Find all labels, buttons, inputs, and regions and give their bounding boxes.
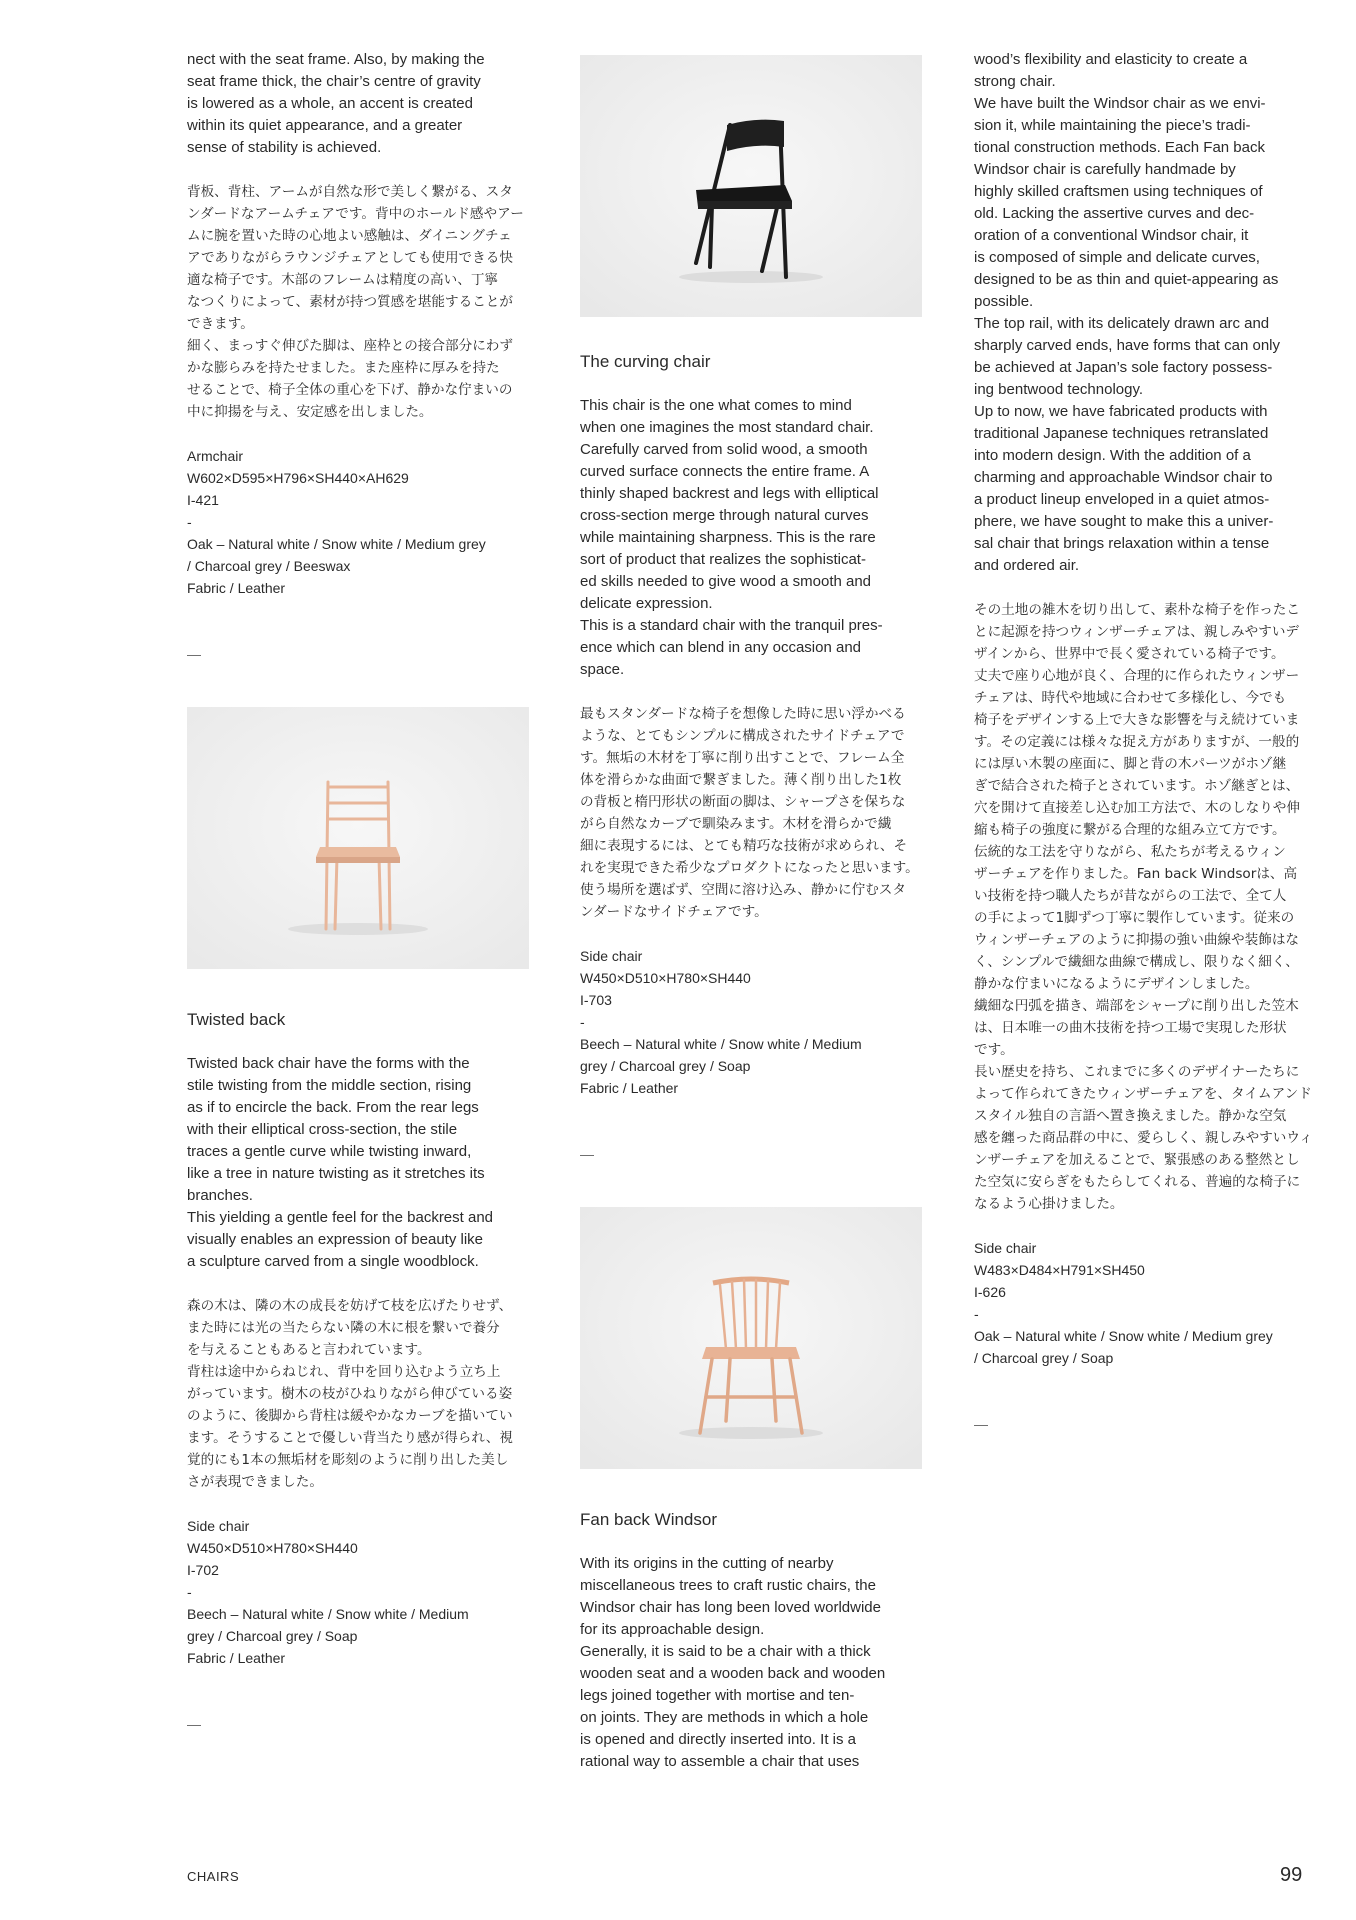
twisted-back-description-jp: 森の木は、隣の木の成長を妨げて枝を広げたりせず、 また時には光の当たらない隣の木に根を繋いで養分 を与えることもあると言われています。 背柱は途中からねじれ、背中を回り込むよう立ち上 がっています。樹木の枝がひねりながら伸びている姿 のように、後脚から背柱は緩やかなカーブを描いてい ます。そうすることで優しい背当たり感が得られ、視 覚的にも1本の無垢材を彫刻のように削り出した美し さが表現できました。 [187, 1298, 513, 1490]
twisted-back-chair-photo [187, 707, 529, 969]
fan-back-windsor-description-en-continued: wood’s flexibility and elasticity to create a strong chair. We have built the Windsor chair as we envi- sion it, while maintaining the piece’s tradi- tional construction methods. Each Fan back Windsor chair is carefully handmade by highly skilled craftsmen using techniques of old. Lacking the assertive curves and dec- oration of a conventional Windsor chair, it is composed of simple and delicate curves, designed to be as thin and quiet-appearing as possible. The top rail, with its delicately drawn arc and sharply carved ends, have forms that can only be achieved at Japan’s sole factory possess- ing bentwood technology. Up to now, we have fabricated products with traditional Japanese techniques retranslated into modern design. With the addition of a charming and approachable Windsor chair to a product lineup enveloped in a quiet atmos- phere, we have sought to make this a univer- sal chair that brings relaxation within a tense and ordered air. [974, 51, 1280, 574]
page-number: 99 [1280, 1864, 1303, 1886]
section-divider: — [187, 646, 201, 662]
section-divider: — [974, 1416, 988, 1432]
fan-back-windsor-illustration [580, 1207, 922, 1469]
armchair-description-en: nect with the seat frame. Also, by making the seat frame thick, the chair’s centre of gravity is lowered as a whole, an accent is created within its quiet appearance, and a greater sense of stability is achieved. [187, 51, 485, 156]
column-3 [974, 49, 1318, 1435]
curving-chair-description-en: This chair is the one what comes to mind when one imagines the most standard chair. Carefully carved from solid wood, a smooth curved surface connects the entire frame. A thinly shaped backrest and legs with elliptical cross-section merge through natural curves while maintaining sharpness. This is the rare sort of product that realizes the sophisticat- ed skills needed to give wood a smooth and delicate expression. This is a standard chair with the tranquil pres- ence which can blend in any occasion and space. [580, 397, 883, 678]
section-divider: — [580, 1146, 594, 1162]
twisted-back-title: Twisted back [187, 1010, 286, 1029]
section-divider: — [187, 1716, 201, 1732]
fan-back-windsor-description-jp: その土地の雑木を切り出して、素朴な椅子を作ったこ とに起源を持つウィンザーチェアは、親しみやすいデ ザインから、世界中で長く愛されている椅子です。 丈夫で座り心地が良く、合理的に作られたウィンザー チェアは、時代や地域に合わせて多様化し、今でも 椅子をデザインする上で大きな影響を与え続けていま す。その定義には様々な捉え方がありますが、一般的 には厚い木製の座面に、脚と背の木パーツがホゾ継 ぎで結合された椅子とされています。ホゾ継ぎとは、 穴を開けて直接差し込む加工方法で、木のしなりや伸 縮も椅子の強度に繋がる合理的な組み立て方です。 伝統的な工法を守りながら、私たちが考えるウィン ザーチェアを作りました。Fan back Windsorは、高 い技術を持つ職人たちが昔ながらの工法で、全て人 の手によって1脚ずつ丁寧に製作しています。従来の ウィンザーチェアのように抑揚の強い曲線や装飾はな く、シンプルで繊細な曲線で構成し、限りなく細く、 静かな佇まいになるようにデザインしました。 繊細な円弧を描き、端部をシャープに削り出した笠木 は、日本唯一の曲木技術を持つ工場で実現した形状 です。 長い歴史を持ち、これまでに多くのデザイナーたちに よって作られてきたウィンザーチェアを、タイムアンド スタイル独自の言語へ置き換えました。静かな空気 感を纏った商品群の中に、愛らしく、親しみやすいウィ ンザーチェアを加えることで、緊張感のある整然とし た空気に安らぎをもたらしてくれる、普遍的な椅子に なるよう心掛けました。 [974, 602, 1313, 1212]
armchair-description-jp: 背板、背柱、アームが自然な形で美しく繋がる、スタ ンダードなアームチェアです。背中のホールド感やアー ムに腕を置いた時の心地よい感触は、ダイニングチェ アでありながらラウンジチェアとしても使用できる快 適な椅子です。木部のフレームは精度の高い、丁寧 なつくりによって、素材が持つ質感を堪能することが できます。 細く、まっすぐ伸びた脚は、座枠との接合部分にわず かな膨らみを持たせました。また座枠に厚みを持た せることで、椅子全体の重心を下げ、静かな佇まいの 中に抑揚を与え、安定感を出しました。 [187, 184, 524, 420]
twisted-back-chair-illustration [187, 707, 529, 969]
column-2 [580, 55, 924, 1773]
fan-back-windsor-title: Fan back Windsor [580, 1510, 717, 1529]
twisted-back-spec: Side chair W450×D510×H780×SH440 I-702 - Beech – Natural white / Snow white / Medium grey / Charcoal grey / Soap Fabric / Leather [187, 1518, 469, 1666]
curving-chair-illustration [580, 55, 922, 317]
column-1 [187, 49, 531, 1735]
curving-chair-spec: Side chair W450×D510×H780×SH440 I-703 - Beech – Natural white / Snow white / Medium grey / Charcoal grey / Soap Fabric / Leather [580, 948, 862, 1096]
fan-back-windsor-photo [580, 1207, 922, 1469]
curving-chair-description-jp: 最もスタンダードな椅子を想像した時に思い浮かべる ような、とてもシンプルに構成されたサイドチェアで す。無垢の木材を丁寧に削り出すことで、フレーム全 体を滑らかな曲面で繋ぎました。薄く削り出した1枚 の背板と楕円形状の断面の脚は、シャープさを保ちな がら自然なカーブで馴染みます。木材を滑らかで繊 細に表現するには、とても精巧な技術が求められ、そ れを実現できた希少なプロダクトになったと思います。 使う場所を選ばず、空間に溶け込み、静かに佇むスタ ンダードなサイドチェアです。 [580, 706, 919, 920]
footer-section-label: CHAIRS [187, 1869, 240, 1884]
armchair-spec: Armchair W602×D595×H796×SH440×AH629 I-421 - Oak – Natural white / Snow white / Medium grey / Charcoal grey / Beeswax Fabric / Leather [187, 448, 486, 596]
twisted-back-description-en: Twisted back chair have the forms with the stile twisting from the middle section, rising as if to encircle the back. From the rear legs with their elliptical cross-section, the stile traces a gentle curve while twisting inward, like a tree in nature twisting as it stretches its branches. This yielding a gentle feel for the backrest and visually enables an expression of beauty like a sculpture carved from a single woodblock. [187, 1055, 494, 1270]
curving-chair-photo [580, 55, 922, 317]
curving-chair-title: The curving chair [580, 352, 711, 371]
fan-back-windsor-spec: Side chair W483×D484×H791×SH450 I-626 - Oak – Natural white / Snow white / Medium grey / Charcoal grey / Soap [974, 1240, 1273, 1366]
fan-back-windsor-description-en: With its origins in the cutting of nearby miscellaneous trees to craft rustic chairs, the Windsor chair has long been loved worldwide for its approachable design. Generally, it is said to be a chair with a thick wooden seat and a wooden back and wooden legs joined together with mortise and ten- on joints. They are methods in which a hole is opened and directly inserted into. It is a rational way to assemble a chair that uses [580, 1555, 886, 1770]
